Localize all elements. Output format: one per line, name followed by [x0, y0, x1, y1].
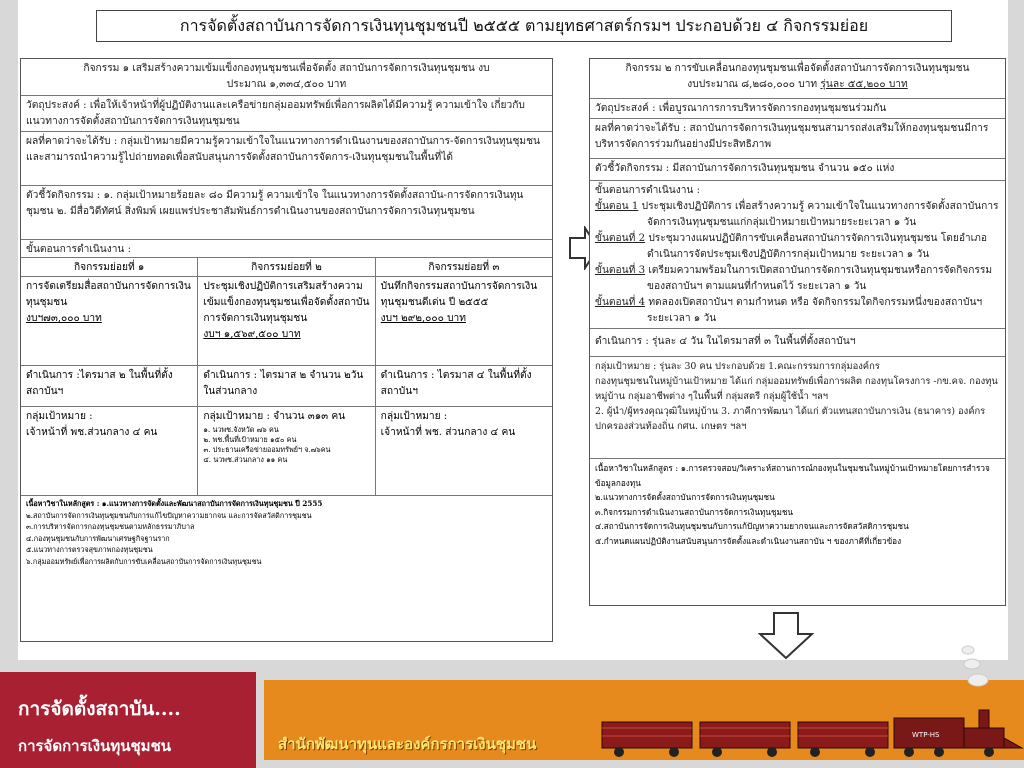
activity-2-header-line2 [595, 77, 1000, 93]
sub-activity-target-3-head: กลุ่มเป้าหมาย : [380, 411, 448, 422]
sub-activity-desc-1-text: การจัดเตรียมสื่อสถาบันการจัดการเงินทุนชุมชน [26, 281, 191, 308]
activity-2-expected-result: ผลที่คาดว่าจะได้รับ : สถาบันการจัดการเงินทุนชุมชนสามารถส่งเสริมให้กองทุนชุมชนมีการบริหารจัดการร่วมกันอย่างมีประสิทธิภาพ [590, 119, 1005, 159]
sub-activity-headers [21, 258, 552, 277]
organization-name: สำนักพัฒนาทุนและองค์กรการเงินชุมชน [278, 735, 537, 753]
activity-2-header-line1: กิจกรรม ๒ การขับเคลื่อนกองทุนชุมชนเพื่อจัดตั้งสถาบันการจัดการเงินทุนชุมชน [625, 63, 970, 74]
activity-2-target [590, 357, 1005, 459]
step-item [595, 263, 1000, 295]
sub-activity-ops-2: ดำเนินการ : ไตรมาส ๒ จำนวน ๒วัน ในส่วนกลาง [198, 366, 375, 406]
footer-banner [264, 680, 1024, 760]
step-text: ประชุมเชิงปฏิบัติการ เพื่อสร้างความรู้ ความเข้าใจในแนวทางการจัดตั้งสถาบันการจัดการเงินทุนชุมชนแก่กลุ่มเป้าหมายเป้าหมายระยะเวลา ๑ วัน [641, 201, 999, 228]
footer-title-line1: การจัดตั้งสถาบัน.... [18, 698, 181, 720]
course-content-item: ๒.สถาบันการจัดการเงินทุนชุมชนกับการแก้ไขปัญหาความยากจน และการจัดสวัสดิการชุมชน [26, 510, 312, 520]
sub-activity-ops-3: ดำเนินการ : ไตรมาส ๔ ในพื้นที่ตั้งสถาบันฯ [380, 370, 532, 397]
activity-2-budget-per-batch: รุ่นละ ๕๕,๒๐๐ บาท [820, 79, 908, 90]
activity-2-operations: ดำเนินการ : รุ่นละ ๔ วัน ในไตรมาสที่ ๓ ในพื้นที่ตั้งสถาบันฯ [590, 329, 1005, 357]
step-text: ทดลองเปิดสถาบันฯ ตามกำหนด หรือ จัดกิจกรรมใดกิจกรรมหนึ่งของสถาบันฯ ระยะเวลา ๑ วัน [647, 297, 983, 324]
activity-2-steps [590, 181, 1005, 329]
sub-activity-target-2-line: ๒. พช.พื้นที่เป้าหมาย ๑๕๐ คน [203, 435, 297, 444]
activity-1-expected-result: ผลที่คาดว่าจะได้รับ : กลุ่มเป้าหมายมีความรู้ความเข้าใจในแนวทางการดำเนินงานของสถาบันการ-จัดการเงินทุนชุมชน และสามารถนำความรู้ไปถ่ายทอดเพื่อสนับสนุนการจัดตั้งสถาบันการจัดการ-เงินทุนชุมชนในพื้นที่ได้ [21, 132, 552, 186]
activity-2-budget: งบประมาณ ๘,๒๘๐,๐๐๐ บาท [687, 79, 818, 90]
activity-1-course-content [21, 496, 552, 569]
sub-activity-target-2-line: ๑. นวพช.จังหวัด ๗๖ คน [203, 425, 279, 434]
activity-2-target-line: กองทุนชุมชนในหมู่บ้านเป้าหมาย ได้แก่ กลุ่มออมทรัพย์เพื่อการผลิต กองทุนโครงการ -กข.คจ. กองทุนหมู่บ้าน กลุ่มอาชีพต่าง ๆในพื้นที่ กลุ่มสตรี กลุ่มผู้ใช้น้ำ ฯลฯ [595, 376, 998, 402]
activity-2-indicator: ตัวชี้วัดกิจกรรม : มีสถาบันการจัดการเงินทุนชุมชน จำนวน ๑๕๐ แห่ง [590, 159, 1005, 181]
sub-activity-target-2-line: ๔. นวพช.ส่วนกลาง ๑๑ คน [203, 455, 288, 464]
sub-activity-desc-1 [21, 277, 198, 365]
sub-activity-desc-3-text: บันทึกกิจกรรมสถาบันการจัดการเงินทุนชุมชนดีเด่น ปี ๒๕๕๕ [380, 281, 538, 308]
locomotive-label: WTP-HS [912, 731, 940, 739]
step-item [595, 199, 1000, 231]
sub-activity-budget-3: งบฯ ๒๙๒,๐๐๐ บาท [380, 313, 466, 324]
course-content-item: ๕.แนวทางการตรวจสุขภาพกองทุนชุมชน [26, 545, 153, 554]
sub-activity-ops-1: ดำเนินการ :ไตรมาส ๒ ในพื้นที่ตั้งสถาบันฯ [21, 366, 198, 406]
course-content-head: เนื้อหาวิชาในหลักสูตร : ๑.การตรวจสอบ/วิเคราะห์สถานการณ์กองทุนในชุมชนในหมู่บ้านเป้าหมายโดยการสำรวจข้อมูลกองทุน [595, 463, 990, 488]
sub-activity-target-2 [198, 407, 375, 495]
slide-title: การจัดตั้งสถาบันการจัดการเงินทุนชุมชนปี ๒๕๕๕ ตามยุทธศาสตร์กรมฯ ประกอบด้วย ๔ กิจกรรมย่อย [96, 10, 952, 42]
footer-title-line2: การจัดการเงินทุนชุมชน [18, 737, 172, 755]
activity-2-target-head: กลุ่มเป้าหมาย : รุ่นละ 30 คน ประกอบด้วย 1.คณะกรรมการกลุ่มองค์กร [595, 361, 880, 372]
activity-2-steps-label: ขั้นตอนการดำเนินงาน : [595, 185, 701, 196]
course-content-item: ๒.แนวทางการจัดตั้งสถาบันการจัดการเงินทุนชุมชน [595, 492, 775, 502]
sub-activity-desc-3 [376, 277, 552, 365]
course-content-item: ๔.สถาบันการจัดการเงินทุนชุมชนกับการแก้ปัญหาความยากจนและการจัดสวัสดิการชุมชน [595, 521, 909, 531]
sub-activity-target-3-line: เจ้าหน้าที่ พช. ส่วนกลาง ๔ คน [380, 427, 516, 438]
activity-1-steps-label: ขั้นตอนการดำเนินงาน : [21, 240, 552, 258]
activity-1-objective: วัตถุประสงค์ : เพื่อให้เจ้าหน้าที่ผู้ปฏิบัติงานและเครือข่ายกลุ่มออมทรัพย์เพื่อการผลิตได้มีความรู้ ความเข้าใจ เกี่ยวกับแนวทางการจัดตั้งสถาบันการจัดการเงินทุนชุมชน [21, 96, 552, 132]
activity-2-target-line: 2. ผู้นำ/ผู้ทรงคุณวุฒิในหมู่บ้าน 3. ภาคีการพัฒนา ได้แก่ ตัวแทนสถาบันการเงิน (ธนาคาร) องค์กรปกครองส่วนท้องถิ่น กศน. เกษตร ฯลฯ [595, 406, 986, 432]
activity-1-header: กิจกรรม ๑ เสริมสร้างความเข้มแข็งกองทุนชุมชนเพื่อจัดตั้ง สถาบันการจัดการเงินทุนชุมชน งบประมาณ ๑,๓๓๔,๕๐๐ บาท [21, 59, 552, 96]
course-content-item: ๖.กลุ่มออมทรัพย์เพื่อการผลิตกับการขับเคลื่อนสถาบันการจัดการเงินทุนชุมชน [26, 556, 262, 566]
course-content-item: ๓.กิจกรรมการดำเนินงานสถาบันการจัดการเงินทุนชุมชน [595, 506, 794, 517]
step-label: ขั้นตอนที่ 4 [595, 297, 646, 308]
activity-2-course-content [590, 459, 1005, 550]
activity-2-header [590, 59, 1005, 99]
step-label: ขั้นตอนที่ 3 [595, 265, 646, 276]
sub-activity-target-2-head: กลุ่มเป้าหมาย : จำนวน ๓๑๓ คน [203, 411, 346, 422]
down-arrow-icon [758, 612, 814, 660]
sub-activity-target-1-line: เจ้าหน้าที่ พช.ส่วนกลาง ๔ คน [26, 427, 158, 438]
step-item [595, 231, 1000, 263]
sub-activity-header-1: กิจกรรมย่อยที่ ๑ [21, 258, 198, 276]
sub-activity-targets [21, 407, 552, 496]
sub-activity-descriptions [21, 277, 552, 366]
step-label: ขั้นตอนที่ 2 [595, 233, 646, 244]
course-content-item: ๓.การบริหารจัดการกองทุนชุมชนตามหลักธรรมาภิบาล [26, 522, 195, 531]
activity-2-objective: วัตถุประสงค์ : เพื่อบูรณาการการบริหารจัดการกองทุนชุมชนร่วมกัน [590, 99, 1005, 119]
slide [18, 0, 1008, 660]
step-text: ประชุมวางแผนปฏิบัติการขับเคลื่อนสถาบันการจัดการเงินทุนชุมชน โดยอำเภอ ดำเนินการจัดประชุมเชิงปฏิบัติการกลุ่มเป้าหมาย ระยะเวลา ๑ วัน [647, 233, 987, 260]
sub-activity-desc-2-text: ประชุมเชิงปฏิบัติการเสริมสร้างความเข้มแข็งกองทุนชุมชนเพื่อจัดตั้งสถาบันการจัดการเงินทุนชุมชน [203, 281, 370, 324]
sub-activity-budget-2: งบฯ ๑,๕๖๙,๕๐๐ บาท [203, 329, 301, 340]
sub-activity-header-2: กิจกรรมย่อยที่ ๒ [198, 258, 375, 276]
sub-activity-target-1 [21, 407, 198, 495]
sub-activity-target-1-head: กลุ่มเป้าหมาย : [26, 411, 93, 422]
course-content-item: ๕.กำหนดแผนปฏิบัติงานสนับสนุนการจัดตั้งและดำเนินงานสถาบัน ฯ ของภาคีที่เกี่ยวข้อง [595, 535, 902, 546]
sub-activity-target-3 [376, 407, 552, 495]
course-content-item: ๔.กองทุนชุมชนกับการพัฒนาเศรษฐกิจฐานราก [26, 533, 170, 543]
train-car [602, 722, 888, 748]
step-text: เตรียมความพร้อมในการเปิดสถาบันการจัดการเงินทุนชุมชนหรือการจัดกิจกรรมของสถาบันฯ ตามแผนที่กำหนดไว้ ระยะเวลา ๑ วัน [647, 265, 993, 292]
step-item [595, 295, 1000, 327]
sub-activity-budget-1: งบฯ๗๓,๐๐๐ บาท [26, 313, 102, 324]
train-icon [594, 704, 1024, 760]
smoke-icon [950, 640, 1010, 690]
activity-2-panel [589, 58, 1006, 606]
activity-1-indicator: ตัวชี้วัดกิจกรรม : ๑. กลุ่มเป้าหมายร้อยละ ๘๐ มีความรู้ ความเข้าใจ ในแนวทางการจัดตั้งสถาบัน-การจัดการเงินทุนชุมชน ๒. มีสื่อวิดีทัศน์ สิ่งพิมพ์ เผยแพร่ประชาสัมพันธ์การดำเนินงานของสถาบันการจัดการเงินทุนชุมชน [21, 186, 552, 240]
locomotive [894, 710, 1022, 748]
sub-activity-header-3: กิจกรรมย่อยที่ ๓ [428, 262, 500, 273]
step-label: ขั้นตอน 1 [595, 201, 639, 212]
sub-activity-target-2-line: ๓. ประธานเครือข่ายออมทรัพย์ฯ จ.๗๖คน [203, 445, 331, 454]
footer-title-block [0, 672, 256, 768]
course-content-head: เนื้อหาวิชาในหลักสูตร : ๑.แนวทางการจัดตั้งและพัฒนาสถาบันการจัดการเงินทุนชุมชน ปี 2555 [26, 499, 323, 508]
sub-activity-desc-2 [198, 277, 375, 365]
activity-1-panel [20, 58, 553, 642]
sub-activity-operations [21, 366, 552, 407]
